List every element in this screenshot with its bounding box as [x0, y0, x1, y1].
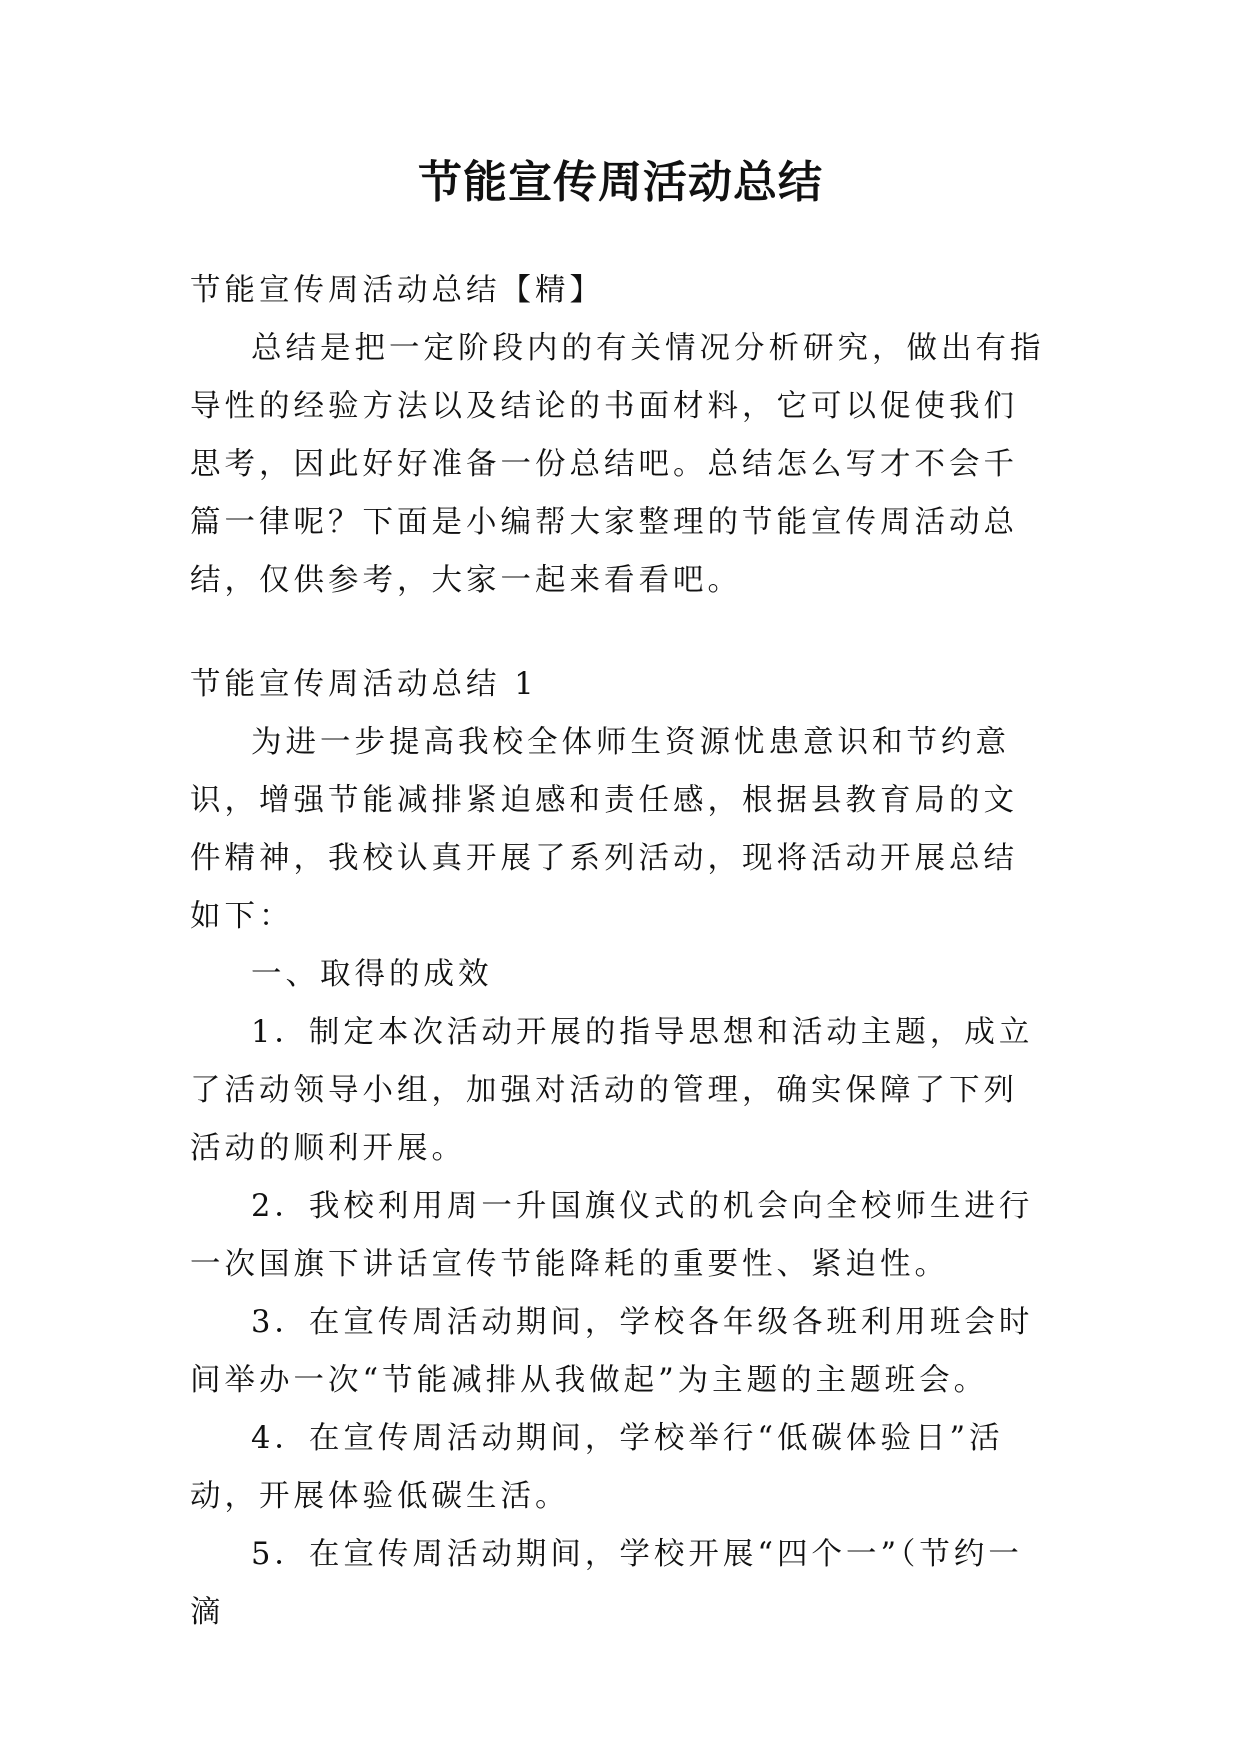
list-item-5: 5．在宣传周活动期间，学校开展“四个一”（节约一滴	[190, 1537, 1023, 1630]
document-subtitle: 节能宣传周活动总结【精】	[190, 273, 604, 308]
list-item-3: 3．在宣传周活动期间，学校各年级各班利用班会时间举办一次“节能减排从我做起”为主题的主题班会。	[190, 1305, 1034, 1398]
achievements-heading: 一、取得的成效	[251, 957, 493, 992]
section-spacer	[190, 610, 1050, 656]
list-item-2: 2．我校利用周一升国旗仪式的机会向全校师生进行一次国旗下讲话宣传节能降耗的重要性、紧迫性。	[190, 1189, 1034, 1282]
document-body	[190, 262, 1050, 1642]
section-intro-paragraph: 为进一步提高我校全体师生资源忧患意识和节约意识，增强节能减排紧迫感和责任感，根据县教育局的文件精神，我校认真开展了系列活动，现将活动开展总结如下：	[190, 725, 1018, 934]
document-title: 节能宣传周活动总结	[418, 157, 823, 208]
list-item-1: 1．制定本次活动开展的指导思想和活动主题，成立了活动领导小组，加强对活动的管理，确实保障了下列活动的顺利开展。	[190, 1015, 1034, 1166]
section-heading: 节能宣传周活动总结 1	[190, 667, 538, 702]
list-item-4: 4．在宣传周活动期间，学校举行“低碳体验日”活动，开展体验低碳生活。	[190, 1421, 1004, 1514]
intro-paragraph: 总结是把一定阶段内的有关情况分析研究，做出有指导性的经验方法以及结论的书面材料，它可以促使我们思考，因此好好准备一份总结吧。总结怎么写才不会千篇一律呢？下面是小编帮大家整理的节能宣传周活动总结，仅供参考，大家一起来看看吧。	[190, 331, 1045, 598]
